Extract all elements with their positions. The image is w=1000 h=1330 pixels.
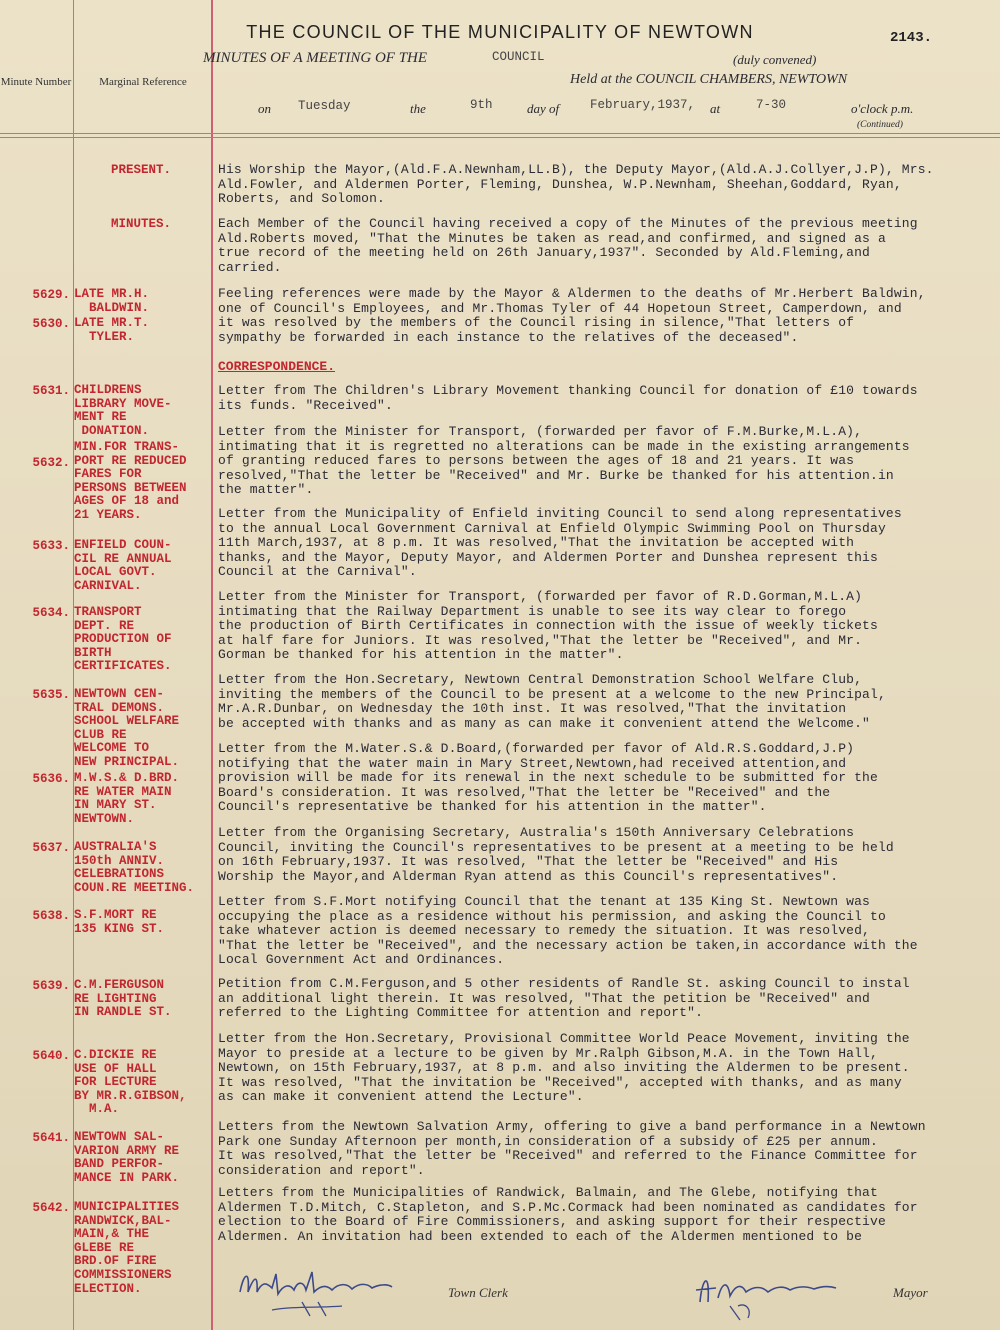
on-label: on: [258, 101, 271, 116]
minute-number-5637: 5637.: [32, 841, 70, 855]
ref-5641: NEWTOWN SAL- VARION ARMY RE BAND PERFOR- MANCE IN PARK.: [74, 1130, 180, 1185]
body-5633: Letter from the Municipality of Enfield inviting Council to send along representatives to the annual Local Government Carnival at Enfield Olympic Swimming Pool on Thursday 11th March,1937, at 8 p.m. It was resolved,"That the invitation be accepted with thanks, and the Mayor, Deputy Mayor, and Aldermen Porter and Dunshea represent this Council at the Carnival".: [218, 506, 902, 579]
minute-number-5636: 5636.: [32, 772, 70, 786]
body-present: His Worship the Mayor,(Ald.F.A.Newnham,LL.B), the Deputy Mayor,(Ald.A.J.Collyer,J.P), Mrs. Ald.Fowler, and Aldermen Porter, Fleming, Dunshea, W.P.Newnham, Sheehan,Goddard, Ryan, Roberts, and Solomon.: [218, 162, 934, 206]
ref-5640: C.DICKIE RE USE OF HALL FOR LECTURE BY MR.R.GIBSON, M.A.: [74, 1048, 187, 1117]
document-title: THE COUNCIL OF THE MUNICIPALITY OF NEWTOWN: [246, 22, 754, 42]
ref-5635: NEWTOWN CEN- TRAL DEMONS. SCHOOL WELFARE CLUB RE WELCOME TO NEW PRINCIPAL.: [74, 687, 180, 769]
col-marginal-reference: Marginal Reference: [99, 76, 187, 88]
mayor-label: Mayor: [893, 1285, 928, 1300]
oclock-label: o'clock p.m.: [851, 101, 914, 116]
minute-number-5641: 5641.: [32, 1131, 70, 1145]
minute-number-5640: 5640.: [32, 1049, 70, 1063]
ref-5636: M.W.S.& D.BRD. RE WATER MAIN IN MARY ST. NEWTOWN.: [74, 771, 180, 826]
body-5629: Feeling references were made by the Mayor & Aldermen to the deaths of Mr.Herbert Baldwin, one of Council's Employees, and Mr.Thomas Tyler of 44 Hopetoun Street, Camperdown, and it was resolved by the members of the Council rising in silence,"That letters of sympathy be forwarded in each instance to the relatives of the deceased".: [218, 286, 926, 345]
page-number: 2143.: [890, 30, 933, 46]
body-5636: Letter from the M.Water.S.& D.Board,(forwarded per favor of Ald.R.S.Goddard,J.P) notifying that the water main in Mary Street,Newtown,had received attention,and provision will be made for its renewal in the next schedule to be submitted for the Board's consideration. It was resolved,"That the letter be "Received" and the Council's representative be thanked for his attention in the matter".: [218, 741, 878, 814]
held-at: Held at the COUNCIL CHAMBERS, NEWTOWN: [570, 72, 848, 87]
ref-minutes: MINUTES.: [110, 217, 171, 231]
minute-number-5633: 5633.: [32, 539, 70, 553]
body-5632: Letter from the Minister for Transport, (forwarded per favor of F.M.Burke,M.L.A), intimating that it is regretted no alterations can be made in the existing arrangements of granting reduced fares to persons between the ages of 18 and 21 years. It was resolved,"That the letter be "Received" and Mr. Burke be thanked for his attention.in the matter".: [218, 424, 910, 497]
meeting-date-number: 9th: [470, 98, 493, 112]
correspondence-heading: CORRESPONDENCE.: [218, 359, 336, 374]
body-5635: Letter from the Hon.Secretary, Newtown Central Demonstration School Welfare Club, inviting the members of the Council to be present at a welcome to the new Principal, Mr.A.R.Dunbar, on Wednesday the 10th inst. It was resolved,"That the invitation be accepted with thanks and as many as can make it convenient attend the Welcome.": [218, 672, 886, 731]
col-minute-number: Minute Number: [0, 76, 72, 88]
ref-5630: LATE MR.T. TYLER.: [74, 316, 150, 344]
town-clerk-label: Town Clerk: [448, 1285, 508, 1300]
minute-number-5642: 5642.: [32, 1201, 70, 1215]
ref-5642: MUNICIPALITIES RANDWICK,BAL- MAIN,& THE GLEBE RE BRD.OF FIRE COMMISSIONERS ELECTION.: [74, 1200, 180, 1296]
ref-5633: ENFIELD COUN- CIL RE ANNUAL LOCAL GOVT. CARNIVAL.: [74, 538, 172, 593]
ref-5629: LATE MR.H. BALDWIN.: [74, 287, 150, 315]
mayor-signature: [682, 1262, 882, 1326]
ref-5631: CHILDRENS LIBRARY MOVE- MENT RE DONATION.: [74, 383, 172, 438]
ref-5632: MIN.FOR TRANS- PORT RE REDUCED FARES FOR PERSONS BETWEEN AGES OF 18 and 21 YEARS.: [74, 440, 187, 522]
ref-5637: AUSTRALIA'S 150th ANNIV. CELEBRATIONS COUN.RE MEETING.: [74, 840, 195, 895]
body-5634: Letter from the Minister for Transport, (forwarded per favor of R.D.Gorman,M.L.A) intimating that the Railway Department is unable to see its way clear to forego the production of Birth Certificates in connection with the issue of weekly tickets at half fare for Juniors. It was resolved,"That the letter be "Received", and Mr. Gorman be thanked for his attention in the matter".: [218, 589, 878, 662]
day-of-label: day of: [527, 101, 560, 116]
minutes-of-meeting-label: MINUTES OF A MEETING OF THE: [203, 50, 428, 66]
minute-number-5630: 5630.: [32, 317, 70, 331]
meeting-time: 7-30: [756, 98, 787, 112]
duly-convened: (duly convened): [733, 52, 817, 67]
margin-rule-2: [211, 0, 213, 1330]
body-minutes: Each Member of the Council having received a copy of the Minutes of the previous meeting Ald.Roberts moved, "That the Minutes be taken as read,and confirmed, and signed as a true record of the meeting held on 26th January,1937". Seconded by Ald.Fleming,and carried.: [218, 216, 918, 275]
minute-number-5629: 5629.: [32, 288, 70, 302]
ref-5638: S.F.MORT RE 135 KING ST.: [74, 908, 165, 936]
body-5641: Letters from the Newtown Salvation Army, offering to give a band performance in a Newtown Park one Sunday Afternoon per month,in consideration of a subsidy of £25 per annum. It was resolved,"That the letter be "Received" and referred to the Finance Committee for consideration and report".: [218, 1119, 926, 1178]
body-5637: Letter from the Organising Secretary, Australia's 150th Anniversary Celebrations Council, inviting the Council's representatives to be present at a meeting to be held on 16th February,1937. It was resolved, "That the letter be "Received" and His Worship the Mayor,and Alderman Ryan attend as this Council's representatives".: [218, 825, 894, 884]
minute-number-5638: 5638.: [32, 909, 70, 923]
header-rule-2: [0, 137, 1000, 138]
ref-present: PRESENT.: [110, 163, 171, 177]
minute-number-5632: 5632.: [32, 456, 70, 470]
the-label: the: [410, 101, 426, 116]
meeting-month-year: February,1937,: [590, 98, 696, 112]
minute-number-5635: 5635.: [32, 688, 70, 702]
body-5639: Petition from C.M.Ferguson,and 5 other residents of Randle St. asking Council to instal an additional light therein. It was resolved, "That the petition be "Received" and referred to the Lighting Committee for attention and report".: [218, 976, 910, 1020]
ref-5639: C.M.FERGUSON RE LIGHTING IN RANDLE ST.: [74, 978, 172, 1020]
minute-number-5631: 5631.: [32, 384, 70, 398]
at-label: at: [710, 101, 721, 116]
minute-number-5634: 5634.: [32, 606, 70, 620]
meeting-body: COUNCIL: [492, 50, 545, 64]
continued-label: (Continued): [857, 120, 903, 130]
header-rule-1: [0, 133, 1000, 134]
ref-5634: TRANSPORT DEPT. RE PRODUCTION OF BIRTH CERTIFICATES.: [74, 605, 172, 674]
meeting-day: Tuesday: [298, 99, 351, 113]
minute-number-5639: 5639.: [32, 979, 70, 993]
body-5638: Letter from S.F.Mort notifying Council that the tenant at 135 King St. Newtown was occupying the place as a residence without his permission, and asking the Council to take whatever action is deemed necessary to remedy the situation. It was resolved, "That the letter be "Received", and the necessary action be taken,in accordance with the Local Government Act and Ordinances.: [218, 894, 918, 967]
town-clerk-signature: [232, 1262, 422, 1322]
body-5642: Letters from the Municipalities of Randwick, Balmain, and The Glebe, notifying that Aldermen T.D.Mitch, C.Stapleton, and S.P.Mc.Cormack had been nominated as candidates for election to the Board of Fire Commissioners, and asking support for their respective Aldermen. An invitation had been extended to each of the Aldermen mentioned to be: [218, 1185, 918, 1244]
body-5631: Letter from The Children's Library Movement thanking Council for donation of £10 towards its funds. "Received".: [218, 383, 918, 413]
body-5640: Letter from the Hon.Secretary, Provisional Committee World Peace Movement, inviting the Mayor to preside at a lecture to be given by Mr.Ralph Gibson,M.A. in the Town Hall, Newtown, on 15th February,1937, at 8 p.m. and also inviting the Aldermen to be present. It was resolved, "That the invitation be "Received", accepted with thanks, and as many as can make it convenient attend the Lecture".: [218, 1031, 910, 1104]
